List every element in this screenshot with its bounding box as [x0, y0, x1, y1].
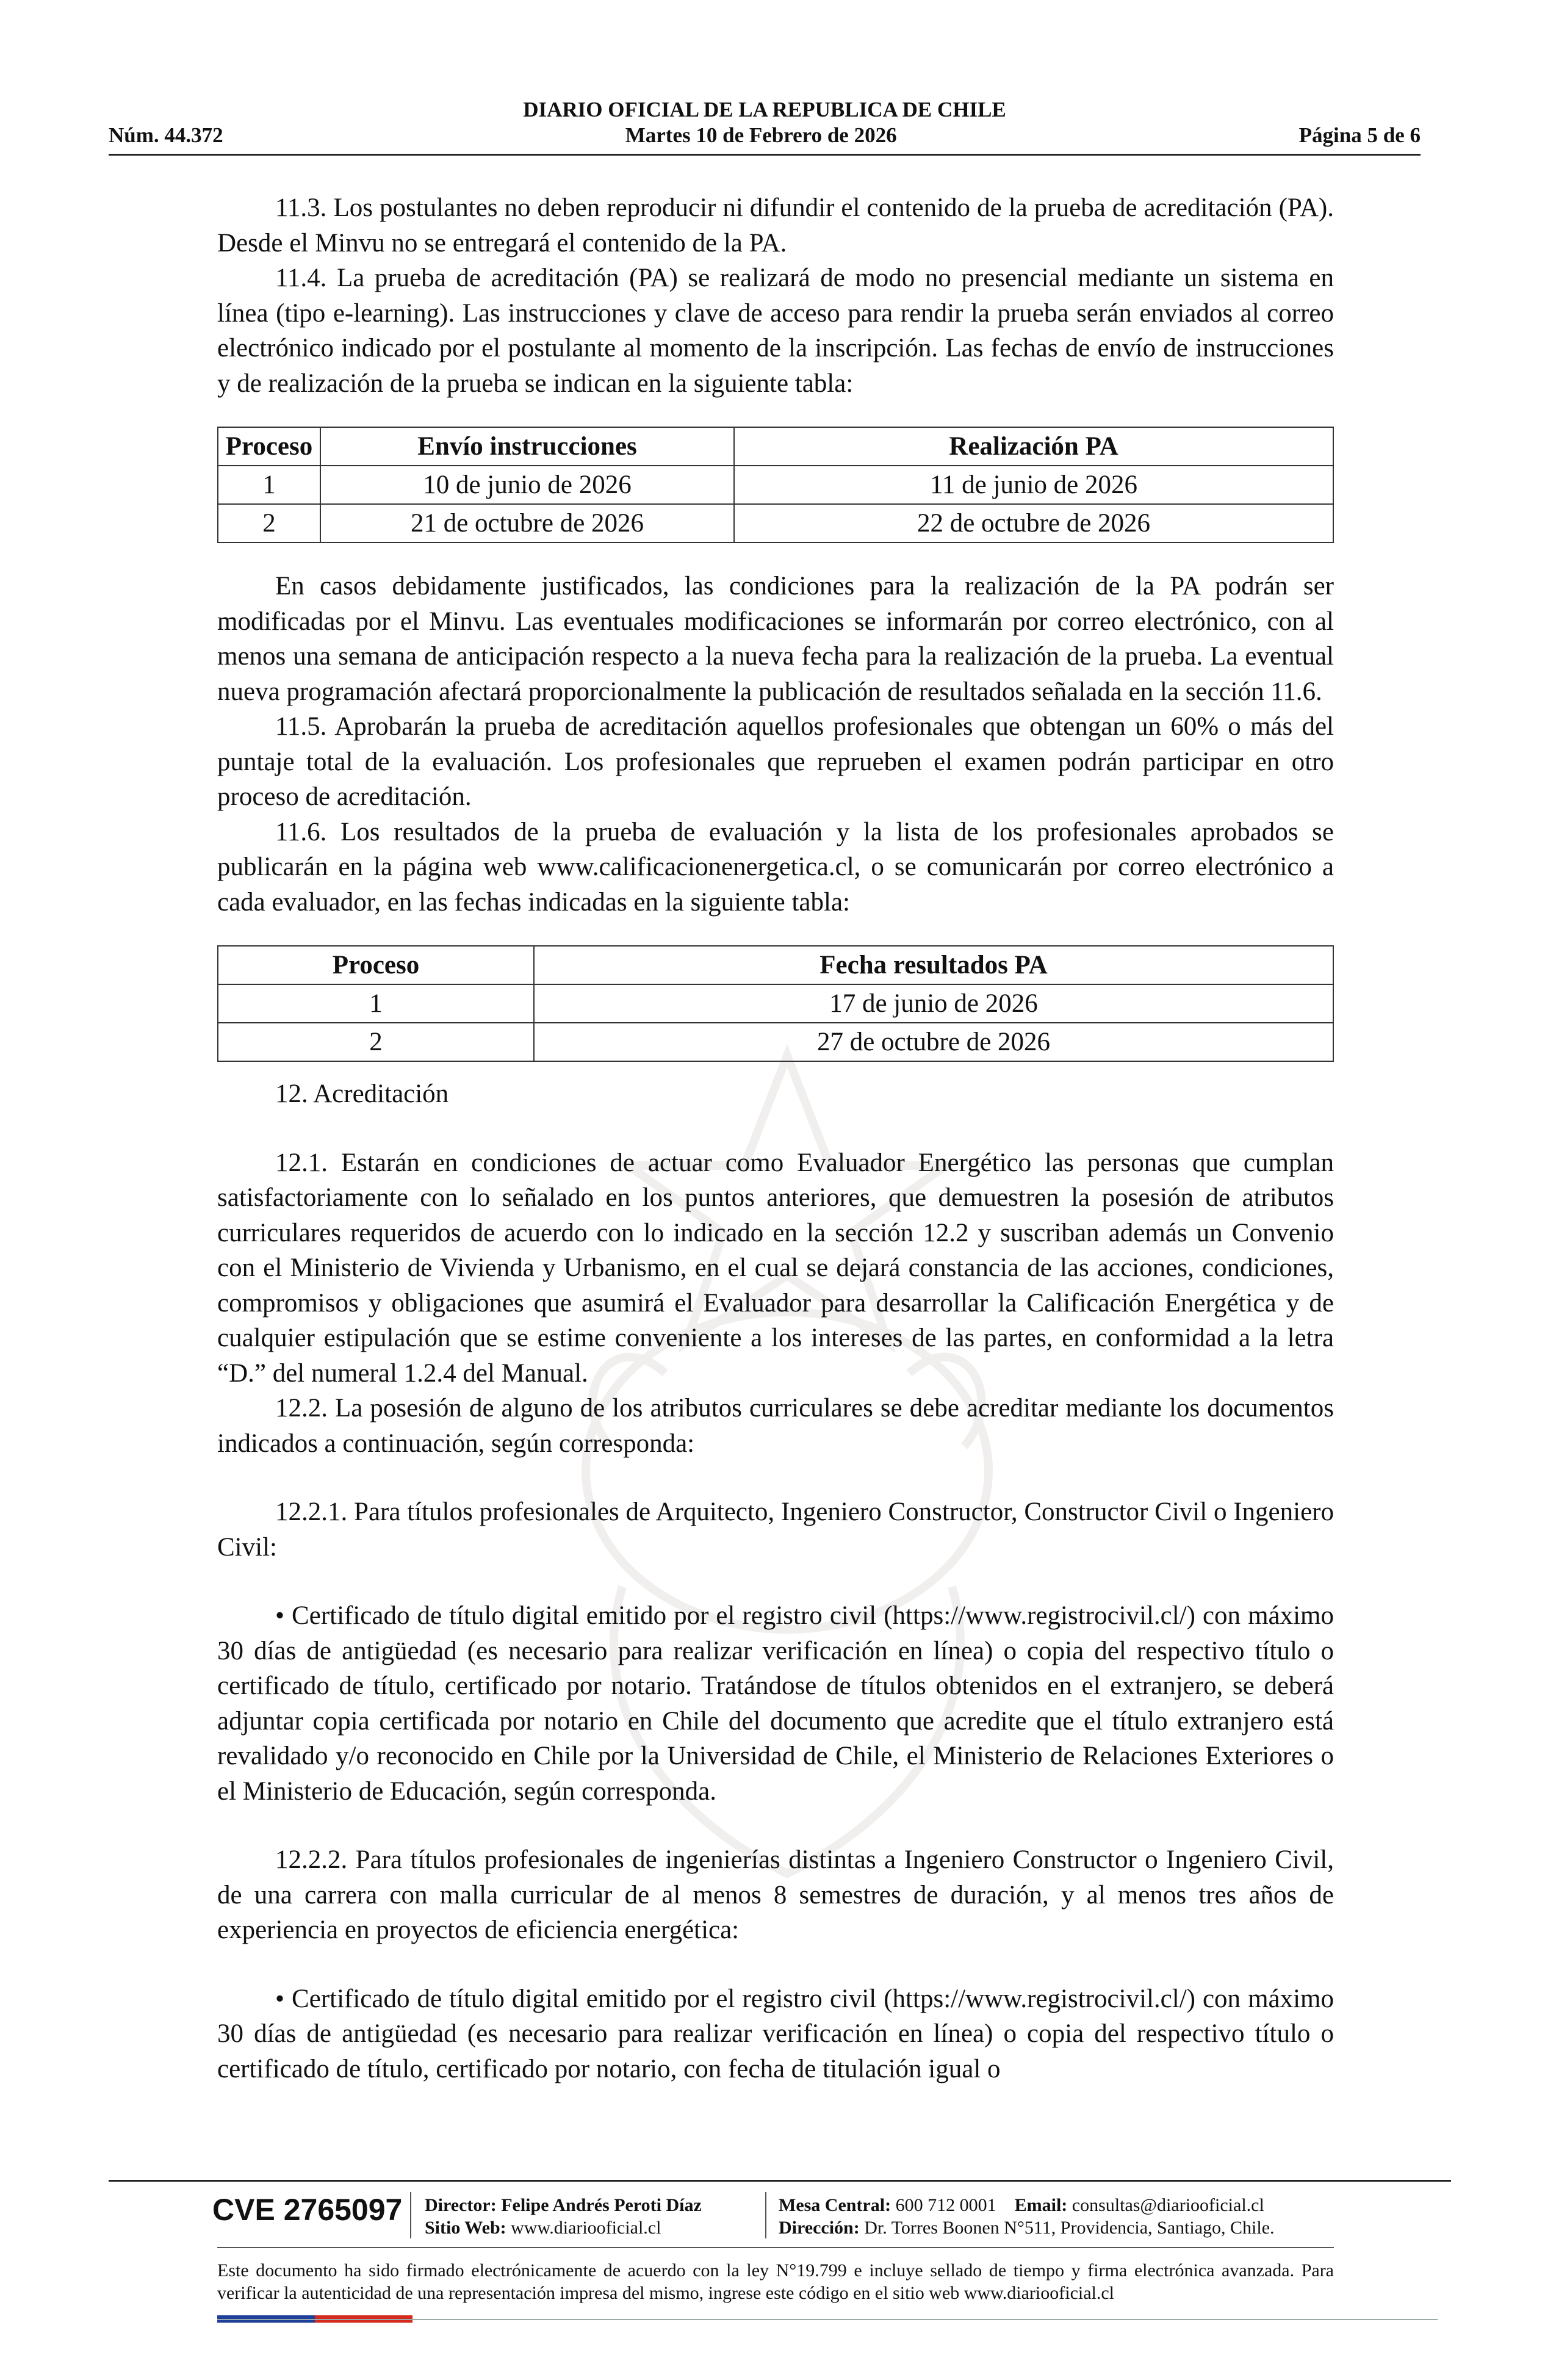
- table-row: [218, 1023, 1333, 1061]
- table-cell: 11 de junio de 2026: [734, 466, 1333, 504]
- footer-director-block: [425, 2194, 702, 2239]
- table-cell: 2: [218, 1023, 534, 1061]
- issue-date: Martes 10 de Febrero de 2026: [625, 123, 897, 147]
- footer-bottom-rule: [217, 2319, 1438, 2320]
- header-divider: [109, 154, 1421, 156]
- address-value: Dr. Torres Boonen N°511, Providencia, Santiago, Chile.: [864, 2218, 1275, 2238]
- legal-notice: Este documento ha sido firmado electrónicamente de acuerdo con la ley N°19.799 e incluye sellado de tiempo y firma electrónica avanzada. Para verificar la autenticidad de una representación impresa del mismo, ingrese este código en el sitio web www.diariooficial.cl: [217, 2260, 1334, 2303]
- table-header-row: [218, 946, 1333, 984]
- paragraph-12-1: 12.1. Estarán en condiciones de actuar como Evaluador Energético las personas que cumplan satisfactoriamente con lo señalado en los puntos anteriores, que demuestren la posesión de atributos curriculares requeridos de acuerdo con lo indicado en la sección 12.2 y suscriban además un Convenio con el Ministerio de Vivienda y Urbanismo, en el cual se dejará constancia de las acciones, condiciones, compromisos y obligaciones que asumirá el Evaluador para desarrollar la Calificación Energética y de cualquier estipulación que se estime conveniente a los intereses de las partes, en conformidad a la letra “D.” del numeral 1.2.4 del Manual.: [217, 1148, 1334, 1388]
- cve-code: CVE 2765097: [212, 2193, 403, 2227]
- footer-separator: [410, 2192, 411, 2238]
- newspaper-title: DIARIO OFICIAL DE LA REPUBLICA DE CHILE: [523, 98, 1006, 121]
- table-row: [218, 984, 1333, 1023]
- document-body: [217, 190, 1334, 2086]
- email-label: Email:: [1014, 2195, 1068, 2215]
- issue-number: Núm. 44.372: [109, 123, 223, 147]
- table-row: [218, 466, 1333, 504]
- director-name: Felipe Andrés Peroti Díaz: [501, 2195, 702, 2215]
- footer-divider: [109, 2180, 1451, 2182]
- table-row: [218, 504, 1333, 543]
- table-cell: 22 de octubre de 2026: [734, 504, 1333, 543]
- address-label: Dirección:: [779, 2218, 860, 2238]
- paragraph-12-2: 12.2. La posesión de alguno de los atributos curriculares se debe acreditar mediante los documentos indicados a continuación, según corresponda:: [217, 1394, 1334, 1458]
- footer-divider: [217, 2247, 1334, 2248]
- bullet-certificado-1: • Certificado de título digital emitido por el registro civil (https://www.registrocivil.cl/) con máximo 30 días de antigüedad (es necesario para realizar verificación en línea) o copia del respectivo título o certificado de título, certificado por notario. Tratándose de títulos obtenidos en el extranjero, se deberá adjuntar copia certificada por notario en Chile del documento que acredite que el título extranjero está revalidado y/o reconocido en Chile por la Universidad de Chile, el Ministerio de Relaciones Exteriores o el Ministerio de Educación, según corresponda.: [217, 1601, 1334, 1806]
- section-heading-12: 12. Acreditación: [275, 1080, 449, 1108]
- page-number: Página 5 de 6: [1298, 123, 1421, 147]
- table-cell: 2: [218, 504, 320, 543]
- table-cell: 21 de octubre de 2026: [320, 504, 734, 543]
- paragraph-11-3: 11.3. Los postulantes no deben reproducir ni difundir el contenido de la prueba de acreditación (PA). Desde el Minvu no se entregará el contenido de la PA.: [217, 193, 1334, 258]
- footer-separator: [765, 2192, 766, 2238]
- col-realizacion: Realización PA: [734, 427, 1333, 466]
- mesa-label: Mesa Central:: [779, 2195, 891, 2215]
- paragraph-11-5: 11.5. Aprobarán la prueba de acreditación aquellos profesionales que obtengan un 60% o más del puntaje total de la evaluación. Los profesionales que reprueben el examen podrán participar en otro proceso de acreditación.: [217, 712, 1334, 811]
- mesa-phone: 600 712 0001: [895, 2195, 996, 2215]
- table-instrucciones: [217, 427, 1334, 543]
- paragraph-11-6: 11.6. Los resultados de la prueba de evaluación y la lista de los profesionales aprobados se publicarán en la página web www.calificacionenergetica.cl, o se comunicarán por correo electrónico a cada evaluador, en las fechas indicadas en la siguiente tabla:: [217, 817, 1334, 917]
- site-link[interactable]: www.diariooficial.cl: [511, 2218, 661, 2238]
- site-label: Sitio Web:: [425, 2218, 506, 2238]
- table-header-row: [218, 427, 1333, 466]
- table-cell: 1: [218, 984, 534, 1023]
- col-fecha-resultados: Fecha resultados PA: [534, 946, 1333, 984]
- paragraph-casos: En casos debidamente justificados, las condiciones para la realización de la PA podrán ser modificadas por el Minvu. Las eventuales modificaciones se informarán por correo electrónico, con al menos una semana de anticipación respecto a la nueva fecha para la realización de la prueba. La eventual nueva programación afectará proporcionalmente la publicación de resultados señalada en la sección 11.6.: [217, 572, 1334, 706]
- table-cell: 27 de octubre de 2026: [534, 1023, 1333, 1061]
- bullet-certificado-2: • Certificado de título digital emitido por el registro civil (https://www.registrocivil.cl/) con máximo 30 días de antigüedad (es necesario para realizar verificación en línea) o copia del respectivo título o certificado de título, certificado por notario, con fecha de titulación igual o: [217, 1984, 1334, 2083]
- email-link[interactable]: consultas@diariooficial.cl: [1072, 2195, 1264, 2215]
- director-label: Director:: [425, 2195, 497, 2215]
- table-cell: 10 de junio de 2026: [320, 466, 734, 504]
- table-resultados: [217, 945, 1334, 1062]
- paragraph-11-4: 11.4. La prueba de acreditación (PA) se realizará de modo no presencial mediante un sistema en línea (tipo e-learning). Las instrucciones y clave de acceso para rendir la prueba serán enviados al correo electrónico indicado por el postulante al momento de la inscripción. Las fechas de envío de instrucciones y de realización de la prueba se indican en la siguiente tabla:: [217, 264, 1334, 398]
- col-proceso: Proceso: [218, 946, 534, 984]
- col-envio: Envío instrucciones: [320, 427, 734, 466]
- table-cell: 1: [218, 466, 320, 504]
- paragraph-12-2-1: 12.2.1. Para títulos profesionales de Arquitecto, Ingeniero Constructor, Constructor Civil o Ingeniero Civil:: [217, 1498, 1334, 1562]
- footer-contact-block: [779, 2194, 1275, 2239]
- table-cell: 17 de junio de 2026: [534, 984, 1333, 1023]
- header-row: [109, 123, 1421, 148]
- paragraph-12-2-2: 12.2.2. Para títulos profesionales de ingenierías distintas a Ingeniero Constructor o Ingeniero Civil, de una carrera con malla curricular de al menos 8 semestres de duración, y al menos tres años de experiencia en proyectos de eficiencia energética:: [217, 1845, 1334, 1944]
- col-proceso: Proceso: [218, 427, 320, 466]
